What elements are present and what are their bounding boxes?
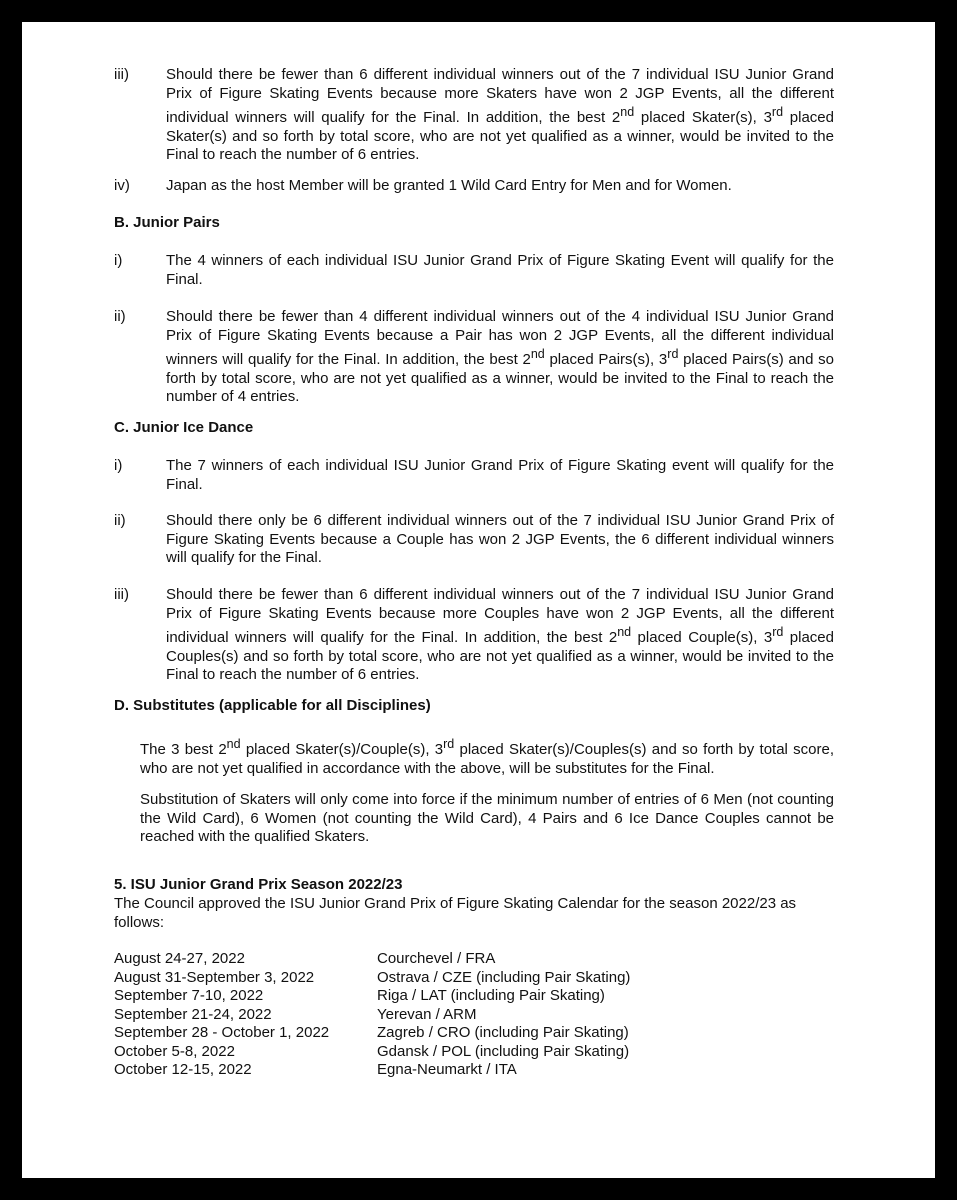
calendar-date: October 12-15, 2022 [114, 1061, 252, 1078]
section-heading: B. Junior Pairs [114, 214, 220, 231]
calendar-date: October 5-8, 2022 [114, 1042, 235, 1060]
item-label: iv) [114, 177, 130, 194]
section-heading: C. Junior Ice Dance [114, 419, 254, 436]
season-heading: 5. ISU Junior Grand Prix Season 2022/23 [114, 876, 403, 893]
calendar-location: Riga / LAT (including Pair Skating) [377, 987, 605, 1004]
item-text: Should there be fewer than 6 different individual winners out of the 7 individual ISU Junior Grand Prix of Figure Skating Events because more Couples have won 2 JGP Events, all the different individual winners will qualify for the Final. In addition, the best 2nd placed Couple(s), 3rd placed Couples(s) and so forth by total score, who are not yet qualified as a winner, would be invited to the Final to reach the number of 6 entries. [166, 586, 834, 684]
calendar-date: August 31-September 3, 2022 [114, 968, 315, 986]
calendar-location: Ostrava / CZE (including Pair Skating) [377, 968, 631, 986]
document-page [22, 22, 935, 1178]
item-text: Should there be fewer than 6 different individual winners out of the 7 individual ISU Junior Grand Prix of Figure Skating Events because more Skaters have won 2 JGP Events, all the different individual winners will qualify for the Final. In addition, the best 2nd placed Skater(s), 3rd placed Skater(s) and so forth by total score, who are not yet qualified as a winner, would be invited to the Final to reach the number of 6 entries. [166, 66, 834, 164]
substitutes-paragraph: The 3 best 2nd placed Skater(s)/Couple(s), 3rd placed Skater(s)/Couples(s) and so forth by total score, who are not yet qualified in accordance with the above, will be substitutes for the Final. [140, 737, 834, 777]
item-text: The 4 winners of each individual ISU Junior Grand Prix of Figure Skating Event will qualify for the Final. [166, 252, 834, 288]
substitutes-paragraph: Substitution of Skaters will only come into force if the minimum number of entries of 6 Men (not counting the Wild Card), 6 Women (not counting the Wild Card), 4 Pairs and 6 Ice Dance Couples cannot be reached with the qualified Skaters. [140, 791, 834, 846]
item-text: Japan as the host Member will be granted 1 Wild Card Entry for Men and for Women. [166, 177, 732, 194]
item-text: Should there be fewer than 4 different individual winners out of the 4 individual ISU Junior Grand Prix of Figure Skating Events because a Pair has won 2 JGP Events, all the different individual winners will qualify for the Final. In addition, the best 2nd placed Pairs(s), 3rd placed Pairs(s) and so forth by total score, who are not yet qualified as a winner, would be invited to the Final to reach the number of 4 entries. [166, 308, 835, 406]
item-label: i) [114, 252, 123, 269]
calendar-date: September 28 - October 1, 2022 [114, 1024, 330, 1041]
section-heading: D. Substitutes (applicable for all Disciplines) [114, 697, 431, 714]
item-text: Should there only be 6 different individual winners out of the 7 individual ISU Junior Grand Prix of Figure Skating Events because a Couple has won 2 JGP Events, the 6 different individual winners will qualify for the Final. [166, 512, 834, 567]
item-label: iii) [114, 586, 129, 603]
calendar-date: September 7-10, 2022 [114, 987, 264, 1004]
item-label: i) [114, 457, 123, 474]
calendar-location: Yerevan / ARM [377, 1005, 477, 1023]
season-intro: The Council approved the ISU Junior Grand Prix of Figure Skating Calendar for the season 2022/23 as follows: [114, 895, 797, 931]
calendar-location: Egna-Neumarkt / ITA [377, 1061, 517, 1078]
calendar-location: Courchevel / FRA [377, 950, 496, 967]
calendar-location: Zagreb / CRO (including Pair Skating) [377, 1024, 629, 1041]
item-label: ii) [114, 512, 126, 529]
calendar-date: August 24-27, 2022 [114, 950, 245, 967]
item-text: The 7 winners of each individual ISU Junior Grand Prix of Figure Skating event will qualify for the Final. [166, 457, 834, 493]
item-label: ii) [114, 308, 126, 325]
calendar-location: Gdansk / POL (including Pair Skating) [377, 1042, 630, 1060]
item-label: iii) [114, 66, 129, 83]
calendar-date: September 21-24, 2022 [114, 1005, 272, 1023]
